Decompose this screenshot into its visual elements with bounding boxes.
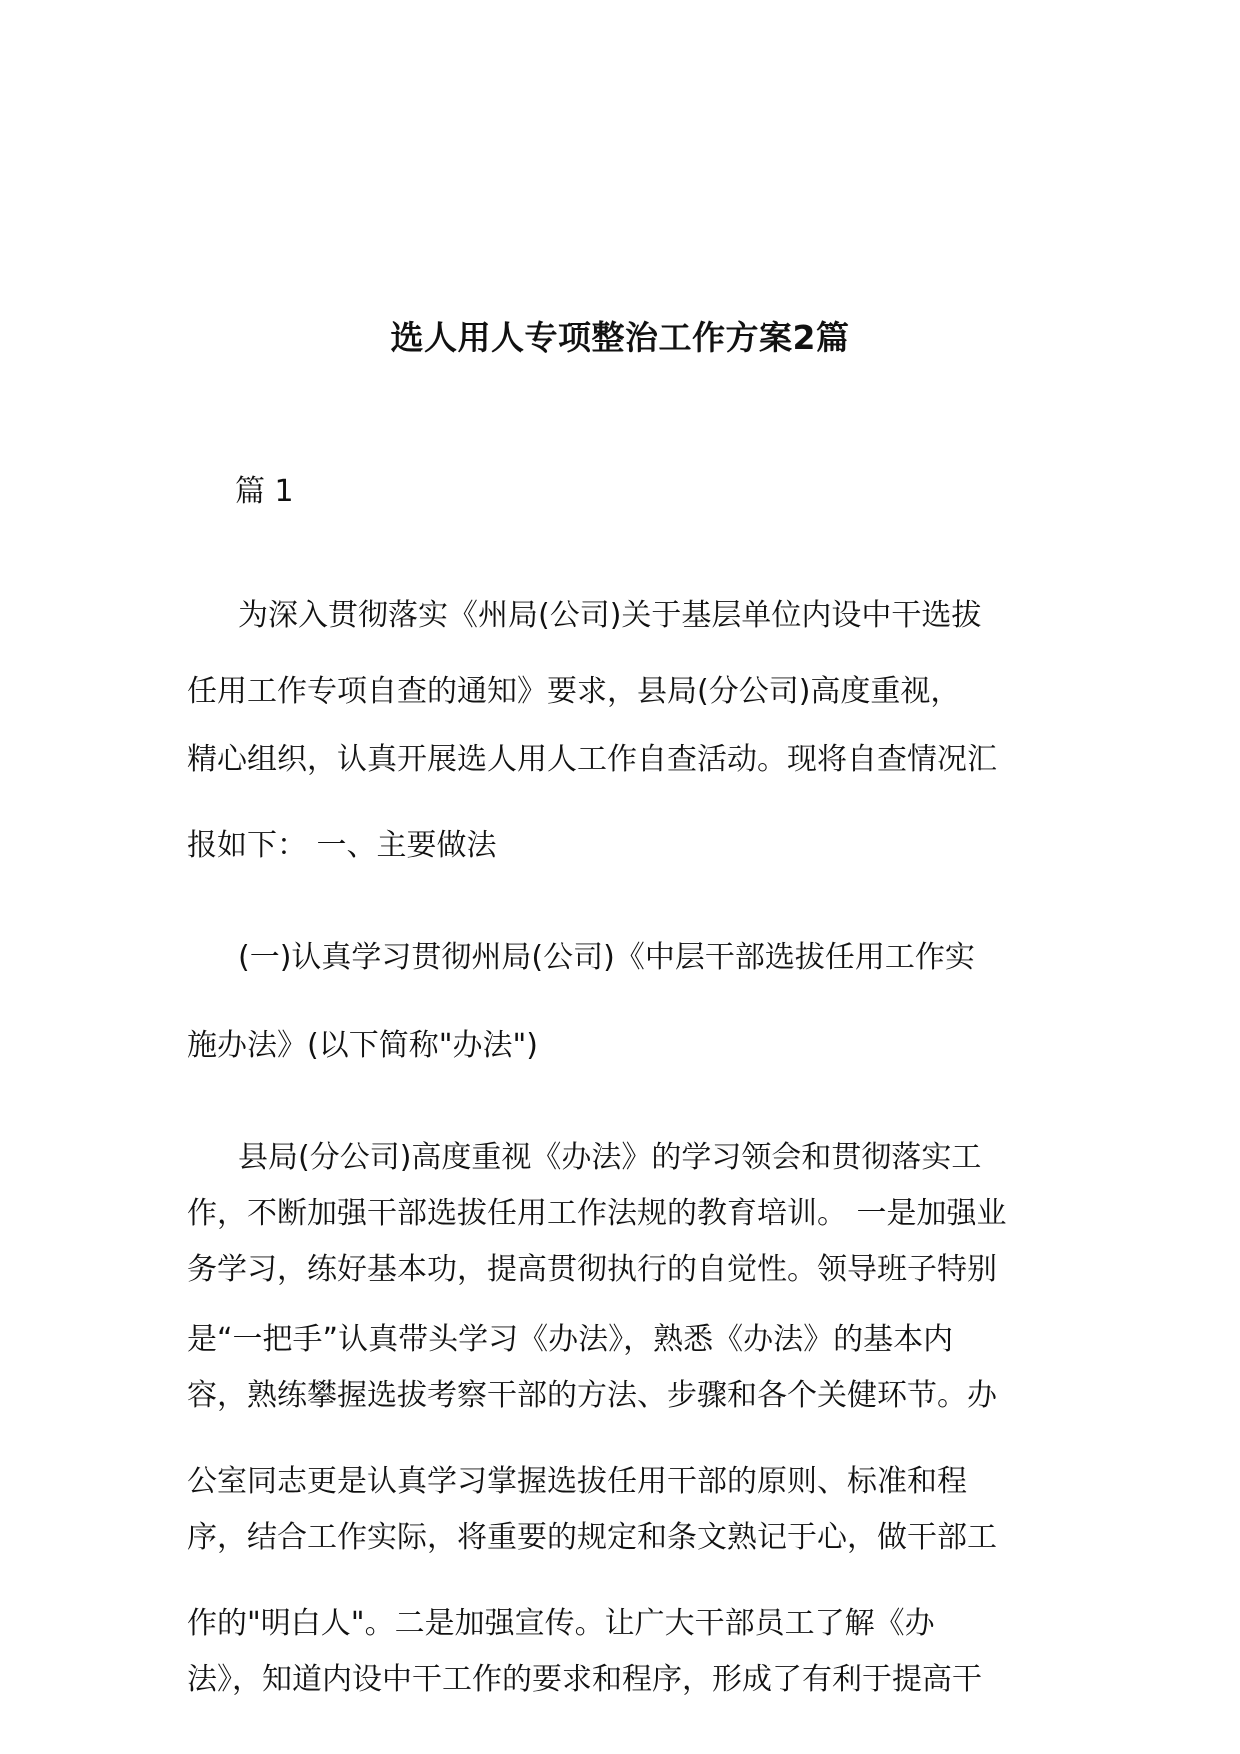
paragraph-line: 法》，知道内设中干工作的要求和程序，形成了有利于提高干 [187,1662,982,1697]
paragraph-line: 是“一把手”认真带头学习《办法》，熟悉《办法》的基本内 [187,1322,954,1357]
section-heading: 篇 1 [235,474,294,509]
paragraph-line: 作的"明白人"。二是加强宣传。让广大干部员工了解《办 [187,1606,935,1641]
paragraph-line: 容，熟练攀握选拔考察干部的方法、步骤和各个关健环节。办 [187,1378,997,1413]
paragraph-line: 务学习，练好基本功，提高贯彻执行的自觉性。领导班子特别 [187,1252,997,1287]
paragraph-line: 任用工作专项自查的通知》要求，县局(分公司)高度重视， [187,674,961,709]
paragraph-line: (一)认真学习贯彻州局(公司)《中层干部选拔任用工作实 [238,940,975,975]
paragraph-line: 县局(分公司)高度重视《办法》的学习领会和贯彻落实工 [238,1140,982,1175]
paragraph-line: 序，结合工作实际，将重要的规定和条文熟记于心，做干部工 [187,1520,997,1555]
paragraph-line: 报如下： 一、主要做法 [187,828,497,863]
paragraph-line: 为深入贯彻落实《州局(公司)关于基层单位内设中干选拔 [238,598,982,633]
paragraph-line: 施办法》(以下简称"办法") [187,1028,539,1063]
paragraph-line: 公室同志更是认真学习掌握选拔任用干部的原则、标准和程 [187,1464,967,1499]
document-title: 选人用人专项整治工作方案2篇 [390,318,850,357]
paragraph-line: 作，不断加强干部选拔任用工作法规的教育培训。 一是加强业 [187,1196,1007,1231]
paragraph-line: 精心组织，认真开展选人用人工作自查活动。现将自查情况汇 [187,742,997,777]
